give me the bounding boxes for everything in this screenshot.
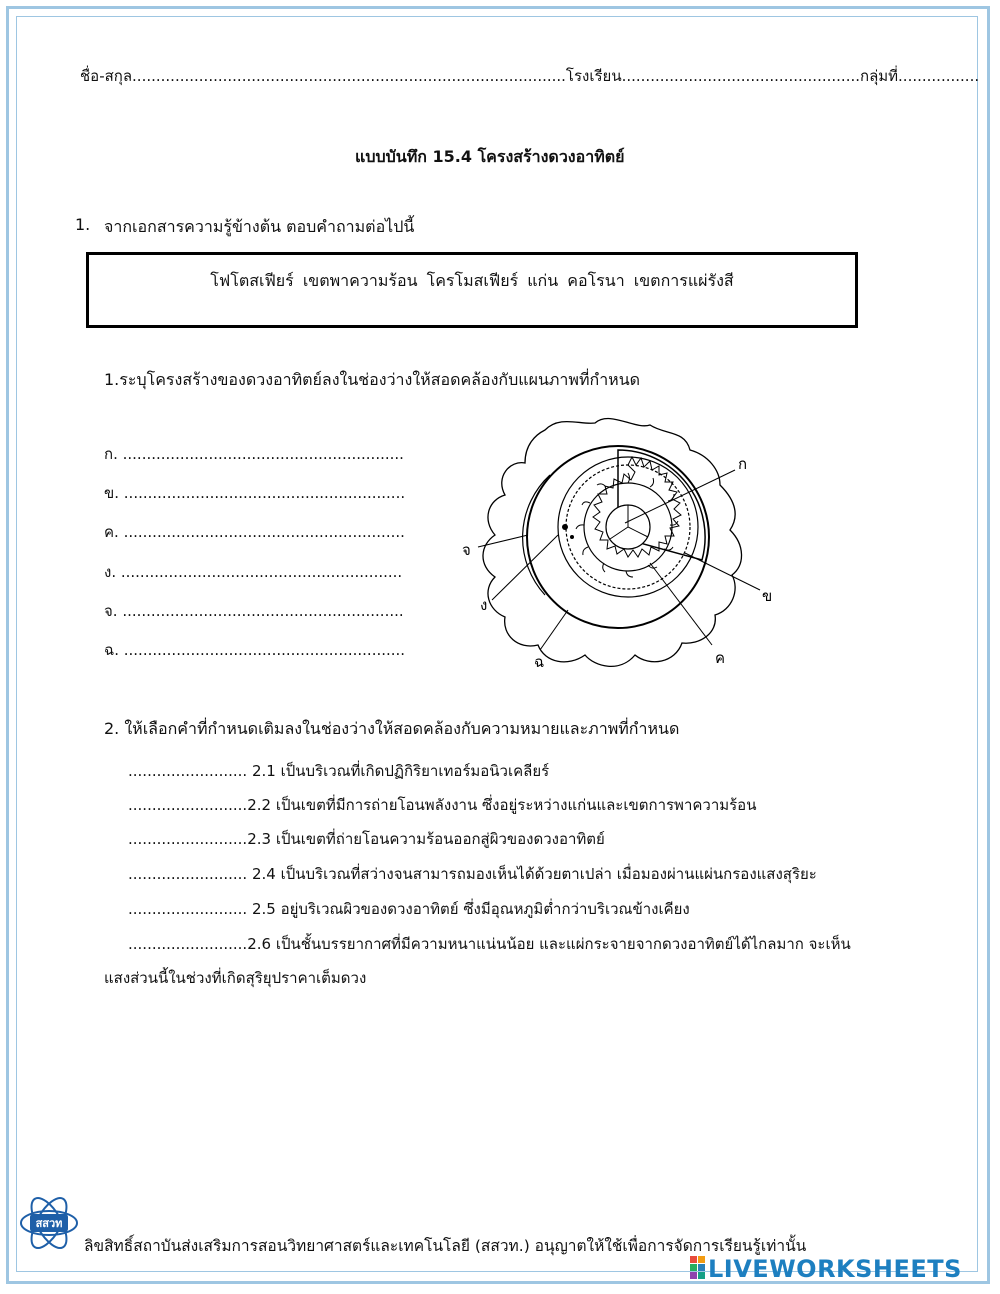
sunspot-small: [570, 535, 574, 539]
item-2-5[interactable]: ......................... 2.5 อยู่บริเวณผิวของดวงอาทิตย์ ซึ่งมีอุณหภูมิต่ำกว่าบริเวณข้างเคียง: [128, 900, 690, 918]
part1-instruction: 1.ระบุโครงสร้างของดวงอาทิตย์ลงในช่องว่างให้สอดคล้องกับแผนภาพที่กำหนด: [104, 370, 641, 389]
item-2-4[interactable]: ......................... 2.4 เป็นบริเวณที่สว่างจนสามารถมองเห็นได้ด้วยตาเปล่า เมื่อมองผ่านแผ่นกรองแสงสุริยะ: [128, 865, 817, 883]
item-2-6[interactable]: .........................2.6 เป็นชั้นบรรยากาศที่มีความหนาแน่นน้อย และแผ่กระจายจากดวงอาทิตย์ได้ไกลมาก จะเห็น: [128, 935, 851, 953]
question-1-number: 1.: [75, 215, 91, 234]
blank-chor[interactable]: ฉ. ...........................................................: [104, 641, 406, 659]
liveworksheets-badge-icon: [690, 1256, 706, 1280]
blank-cho[interactable]: จ. ...........................................................: [104, 602, 404, 620]
item-2-2[interactable]: .........................2.2 เป็นเขตที่มีการถ่ายโอนพลังงาน ซึ่งอยู่ระหว่างแก่นและเขตการพาความร้อน: [128, 796, 757, 814]
ipst-logo: [18, 1188, 80, 1258]
blank-kho[interactable]: ข. ...........................................................: [104, 484, 406, 502]
liveworksheets-text: LIVEWORKSHEETS: [708, 1255, 962, 1283]
item-2-1[interactable]: ......................... 2.1 เป็นบริเวณที่เกิดปฏิกิริยาเทอร์มอนิวเคลียร์: [128, 762, 550, 780]
blank-ngo[interactable]: ง. ...........................................................: [104, 563, 403, 581]
word-bank-box: [86, 252, 858, 328]
blank-kho-khwai[interactable]: ค. ...........................................................: [104, 523, 405, 541]
label-cho: จ: [462, 541, 471, 559]
sunspot: [562, 524, 568, 530]
item-2-3[interactable]: .........................2.3 เป็นเขตที่ถ่ายโอนความร้อนออกสู่ผิวของดวงอาทิตย์: [128, 830, 605, 848]
label-kho: ข: [762, 587, 773, 605]
leader-chor: [540, 610, 568, 650]
label-ngo: ง: [480, 596, 488, 614]
word-bank-words: โฟโตสเฟียร์ เขตพาความร้อน โครโมสเฟียร์ แก่น คอโรนา เขตการแผ่รังสี: [210, 271, 734, 290]
label-ko: ก: [738, 455, 748, 473]
sun-structure-diagram: [450, 405, 790, 680]
worksheet-title: แบบบันทึก 15.4 โครงสร้างดวงอาทิตย์: [355, 147, 625, 166]
part2-instruction: 2. ให้เลือกคำที่กำหนดเติมลงในช่องว่างให้สอดคล้องกับความหมายและภาพที่กำหนด: [104, 719, 680, 738]
ipst-logo-text: สสวท: [35, 1217, 63, 1230]
copyright-notice: ลิขสิทธิ์สถาบันส่งเสริมการสอนวิทยาศาสตร์และเทคโนโลยี (สสวท.) อนุญาตให้ใช้เพื่อการจัดการเรียนรู้เท่านั้น: [84, 1237, 807, 1255]
liveworksheets-brand[interactable]: [690, 1255, 962, 1283]
item-2-6-continuation: แสงส่วนนี้ในช่วงที่เกิดสุริยุปราคาเต็มดวง: [104, 969, 367, 987]
question-1-text: จากเอกสารความรู้ข้างต้น ตอบคำถามต่อไปนี้: [104, 217, 415, 236]
name-school-group-line: ชื่อ-สกุล...........................................................................................โรงเรียน..................................................กลุ่มที่.................: [80, 67, 980, 85]
leader-cho: [478, 535, 528, 547]
label-kho-khwai: ค: [715, 649, 726, 667]
blank-ko[interactable]: ก. ...........................................................: [104, 445, 404, 463]
label-chor: ฉ: [534, 653, 545, 671]
